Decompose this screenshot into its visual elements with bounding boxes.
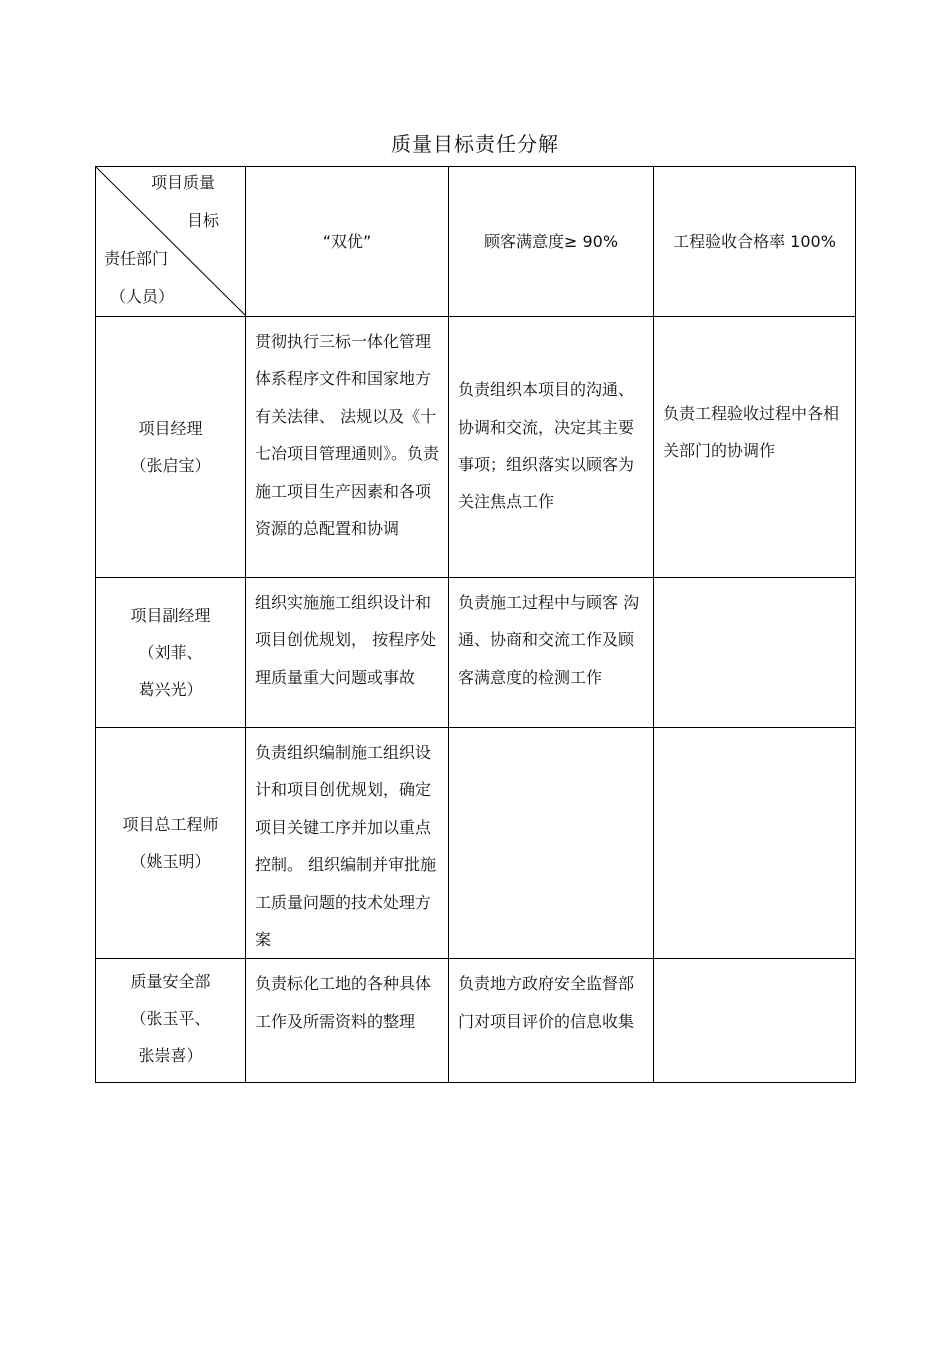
dept-name: 项目经理 — [138, 419, 203, 438]
dept-name: 质量安全部 — [130, 972, 211, 992]
dept-cell — [96, 317, 246, 578]
dept-name: 项目总工程师 — [122, 815, 219, 835]
dept-person: （张启宝） — [130, 456, 211, 475]
header-col-customer-satisfaction: 顾客满意度≥ 90% — [449, 167, 654, 317]
dept-person: （刘菲、 — [138, 643, 203, 662]
dept-person: （姚玉明） — [130, 852, 211, 872]
header-row — [96, 167, 856, 317]
duty-cell: 负责组织编制施工组织设计和项目创优规划，确定项目关键工序并加以重点控制。 组织编制并审批施工质量问题的技术处理方案 — [246, 728, 449, 959]
duty-cell — [654, 959, 856, 1083]
corner-goal-label: 项目质量 — [150, 173, 215, 192]
table-row — [96, 317, 856, 578]
dept-name: 项目副经理 — [130, 606, 211, 625]
corner-header-cell — [96, 167, 246, 317]
duty-cell — [654, 578, 856, 728]
dept-cell — [96, 578, 246, 728]
duty-cell: 负责工程验收过程中各相关部门的协调作 — [654, 317, 856, 578]
dept-person: （张玉平、 — [130, 1009, 211, 1029]
corner-goal-label-2: 目标 — [186, 211, 219, 230]
corner-dept-label-2: （人员） — [110, 287, 175, 306]
duty-cell — [449, 728, 654, 959]
dept-cell — [96, 959, 246, 1083]
responsibility-table — [95, 166, 856, 1083]
table-row — [96, 728, 856, 959]
duty-cell — [654, 728, 856, 959]
header-col-double-excellence: “双优” — [246, 167, 449, 317]
header-col-acceptance-rate: 工程验收合格率 100% — [654, 167, 856, 317]
duty-cell: 负责地方政府安全监督部门对项目评价的信息收集 — [449, 959, 654, 1083]
duty-cell: 负责施工过程中与顾客 沟通、协商和交流工作及顾客满意度的检测工作 — [449, 578, 654, 728]
dept-cell — [96, 728, 246, 959]
duty-cell: 贯彻执行三标一体化管理体系程序文件和国家地方有关法律、 法规以及《十七冶项目管理通则》。负责施工项目生产因素和各项资源的总配置和协调 — [246, 317, 449, 578]
dept-person-2: 张崇喜） — [138, 1046, 203, 1066]
dept-person-2: 葛兴光） — [138, 680, 203, 699]
table-row — [96, 578, 856, 728]
corner-dept-label: 责任部门 — [104, 249, 169, 268]
page-title: 质量目标责任分解 — [391, 132, 559, 156]
table-row — [96, 959, 856, 1083]
duty-cell: 负责组织本项目的沟通、协调和交流，决定其主要事项；组织落实以顾客为关注焦点工作 — [449, 317, 654, 578]
duty-cell: 组织实施施工组织设计和项目创优规划， 按程序处理质量重大问题或事故 — [246, 578, 449, 728]
duty-cell: 负责标化工地的各种具体工作及所需资料的整理 — [246, 959, 449, 1083]
